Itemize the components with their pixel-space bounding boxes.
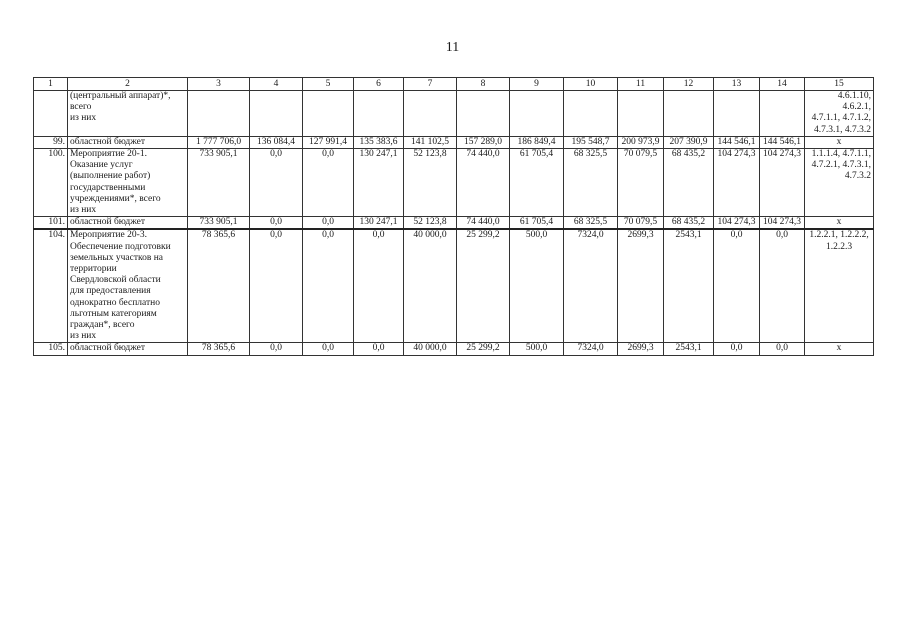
page-number: 11 bbox=[445, 40, 460, 55]
table-row bbox=[34, 217, 874, 230]
value-cell-col-10: 7324,0 bbox=[564, 229, 618, 343]
value-cell-col-7: 52 123,8 bbox=[404, 149, 457, 217]
row-description: Мероприятие 20-1. Оказание услуг (выполнение работ) государственными учреждениями*, всего из них bbox=[68, 149, 188, 217]
value-cell-col-10: 68 325,5 bbox=[564, 149, 618, 217]
value-cell-col-14: 104 274,3 bbox=[760, 149, 805, 217]
value-cell-col-11: 70 079,5 bbox=[618, 217, 664, 230]
value-cell-col-6: 130 247,1 bbox=[354, 149, 404, 217]
header-row bbox=[34, 78, 874, 91]
column-header-3: 3 bbox=[188, 78, 250, 91]
value-cell-col-14: 104 274,3 bbox=[760, 217, 805, 230]
target-reference: x bbox=[805, 343, 874, 355]
value-cell-col-11 bbox=[618, 91, 664, 137]
value-cell-col-13: 0,0 bbox=[714, 343, 760, 355]
value-cell-col-3: 733 905,1 bbox=[188, 217, 250, 230]
budget-table bbox=[33, 77, 874, 356]
value-cell-col-4: 0,0 bbox=[250, 343, 303, 355]
value-cell-col-7: 40 000,0 bbox=[404, 229, 457, 343]
value-cell-col-14 bbox=[760, 91, 805, 137]
value-cell-col-4: 0,0 bbox=[250, 217, 303, 230]
value-cell-col-9: 186 849,4 bbox=[510, 136, 564, 148]
value-cell-col-9: 61 705,4 bbox=[510, 149, 564, 217]
target-reference: 1.2.2.1, 1.2.2.2, 1.2.2.3 bbox=[805, 229, 874, 343]
value-cell-col-8: 25 299,2 bbox=[457, 343, 510, 355]
row-code: 101. bbox=[34, 217, 68, 230]
table-row bbox=[34, 343, 874, 355]
value-cell-col-9: 61 705,4 bbox=[510, 217, 564, 230]
row-code bbox=[34, 91, 68, 137]
column-header-14: 14 bbox=[760, 78, 805, 91]
value-cell-col-5: 0,0 bbox=[303, 343, 354, 355]
value-cell-col-3: 78 365,6 bbox=[188, 229, 250, 343]
value-cell-col-7 bbox=[404, 91, 457, 137]
value-cell-col-8: 74 440,0 bbox=[457, 217, 510, 230]
row-description: областной бюджет bbox=[68, 136, 188, 148]
row-code: 99. bbox=[34, 136, 68, 148]
target-reference: 4.6.1.10, 4.6.2.1, 4.7.1.1, 4.7.1.2, 4.7.3.1, 4.7.3.2 bbox=[805, 91, 874, 137]
value-cell-col-11: 2699,3 bbox=[618, 343, 664, 355]
row-description: (центральный аппарат)*, всего из них bbox=[68, 91, 188, 137]
value-cell-col-13 bbox=[714, 91, 760, 137]
value-cell-col-13: 144 546,1 bbox=[714, 136, 760, 148]
value-cell-col-12: 207 390,9 bbox=[664, 136, 714, 148]
value-cell-col-7: 52 123,8 bbox=[404, 217, 457, 230]
value-cell-col-4 bbox=[250, 91, 303, 137]
column-header-12: 12 bbox=[664, 78, 714, 91]
value-cell-col-8: 157 289,0 bbox=[457, 136, 510, 148]
value-cell-col-12: 2543,1 bbox=[664, 229, 714, 343]
column-header-15: 15 bbox=[805, 78, 874, 91]
column-header-8: 8 bbox=[457, 78, 510, 91]
value-cell-col-5 bbox=[303, 91, 354, 137]
value-cell-col-11: 2699,3 bbox=[618, 229, 664, 343]
column-header-10: 10 bbox=[564, 78, 618, 91]
value-cell-col-5: 0,0 bbox=[303, 217, 354, 230]
target-reference: 1.1.1.4, 4.7.1.1, 4.7.2.1, 4.7.3.1, 4.7.3.2 bbox=[805, 149, 874, 217]
column-header-6: 6 bbox=[354, 78, 404, 91]
value-cell-col-6: 0,0 bbox=[354, 343, 404, 355]
value-cell-col-4: 0,0 bbox=[250, 149, 303, 217]
value-cell-col-3: 733 905,1 bbox=[188, 149, 250, 217]
value-cell-col-3 bbox=[188, 91, 250, 137]
value-cell-col-8: 74 440,0 bbox=[457, 149, 510, 217]
value-cell-col-11: 70 079,5 bbox=[618, 149, 664, 217]
value-cell-col-5: 0,0 bbox=[303, 229, 354, 343]
value-cell-col-14: 144 546,1 bbox=[760, 136, 805, 148]
target-reference: x bbox=[805, 217, 874, 230]
value-cell-col-12 bbox=[664, 91, 714, 137]
value-cell-col-4: 0,0 bbox=[250, 229, 303, 343]
value-cell-col-13: 0,0 bbox=[714, 229, 760, 343]
value-cell-col-5: 127 991,4 bbox=[303, 136, 354, 148]
value-cell-col-10: 195 548,7 bbox=[564, 136, 618, 148]
value-cell-col-6 bbox=[354, 91, 404, 137]
row-code: 100. bbox=[34, 149, 68, 217]
value-cell-col-6: 135 383,6 bbox=[354, 136, 404, 148]
table-row bbox=[34, 149, 874, 217]
column-header-1: 1 bbox=[34, 78, 68, 91]
row-description: областной бюджет bbox=[68, 343, 188, 355]
value-cell-col-14: 0,0 bbox=[760, 229, 805, 343]
value-cell-col-10 bbox=[564, 91, 618, 137]
column-header-4: 4 bbox=[250, 78, 303, 91]
value-cell-col-13: 104 274,3 bbox=[714, 217, 760, 230]
value-cell-col-9: 500,0 bbox=[510, 229, 564, 343]
value-cell-col-9 bbox=[510, 91, 564, 137]
table-row bbox=[34, 136, 874, 148]
value-cell-col-13: 104 274,3 bbox=[714, 149, 760, 217]
value-cell-col-6: 130 247,1 bbox=[354, 217, 404, 230]
row-description: областной бюджет bbox=[68, 217, 188, 230]
value-cell-col-14: 0,0 bbox=[760, 343, 805, 355]
column-header-7: 7 bbox=[404, 78, 457, 91]
table-row bbox=[34, 91, 874, 137]
value-cell-col-12: 68 435,2 bbox=[664, 217, 714, 230]
value-cell-col-8: 25 299,2 bbox=[457, 229, 510, 343]
row-code: 104. bbox=[34, 229, 68, 343]
column-header-5: 5 bbox=[303, 78, 354, 91]
value-cell-col-12: 2543,1 bbox=[664, 343, 714, 355]
value-cell-col-8 bbox=[457, 91, 510, 137]
value-cell-col-3: 78 365,6 bbox=[188, 343, 250, 355]
row-code: 105. bbox=[34, 343, 68, 355]
value-cell-col-7: 141 102,5 bbox=[404, 136, 457, 148]
value-cell-col-11: 200 973,9 bbox=[618, 136, 664, 148]
column-header-11: 11 bbox=[618, 78, 664, 91]
value-cell-col-12: 68 435,2 bbox=[664, 149, 714, 217]
column-header-13: 13 bbox=[714, 78, 760, 91]
value-cell-col-10: 7324,0 bbox=[564, 343, 618, 355]
value-cell-col-5: 0,0 bbox=[303, 149, 354, 217]
value-cell-col-6: 0,0 bbox=[354, 229, 404, 343]
value-cell-col-7: 40 000,0 bbox=[404, 343, 457, 355]
value-cell-col-4: 136 084,4 bbox=[250, 136, 303, 148]
value-cell-col-9: 500,0 bbox=[510, 343, 564, 355]
row-description: Мероприятие 20-3. Обеспечение подготовки земельных участков на территории Свердловской области для предоставления однократно бесплатно льготным категориям граждан*, всего из них bbox=[68, 229, 188, 343]
value-cell-col-10: 68 325,5 bbox=[564, 217, 618, 230]
value-cell-col-3: 1 777 706,0 bbox=[188, 136, 250, 148]
table-row bbox=[34, 229, 874, 343]
column-header-9: 9 bbox=[510, 78, 564, 91]
target-reference: x bbox=[805, 136, 874, 148]
column-header-2: 2 bbox=[68, 78, 188, 91]
